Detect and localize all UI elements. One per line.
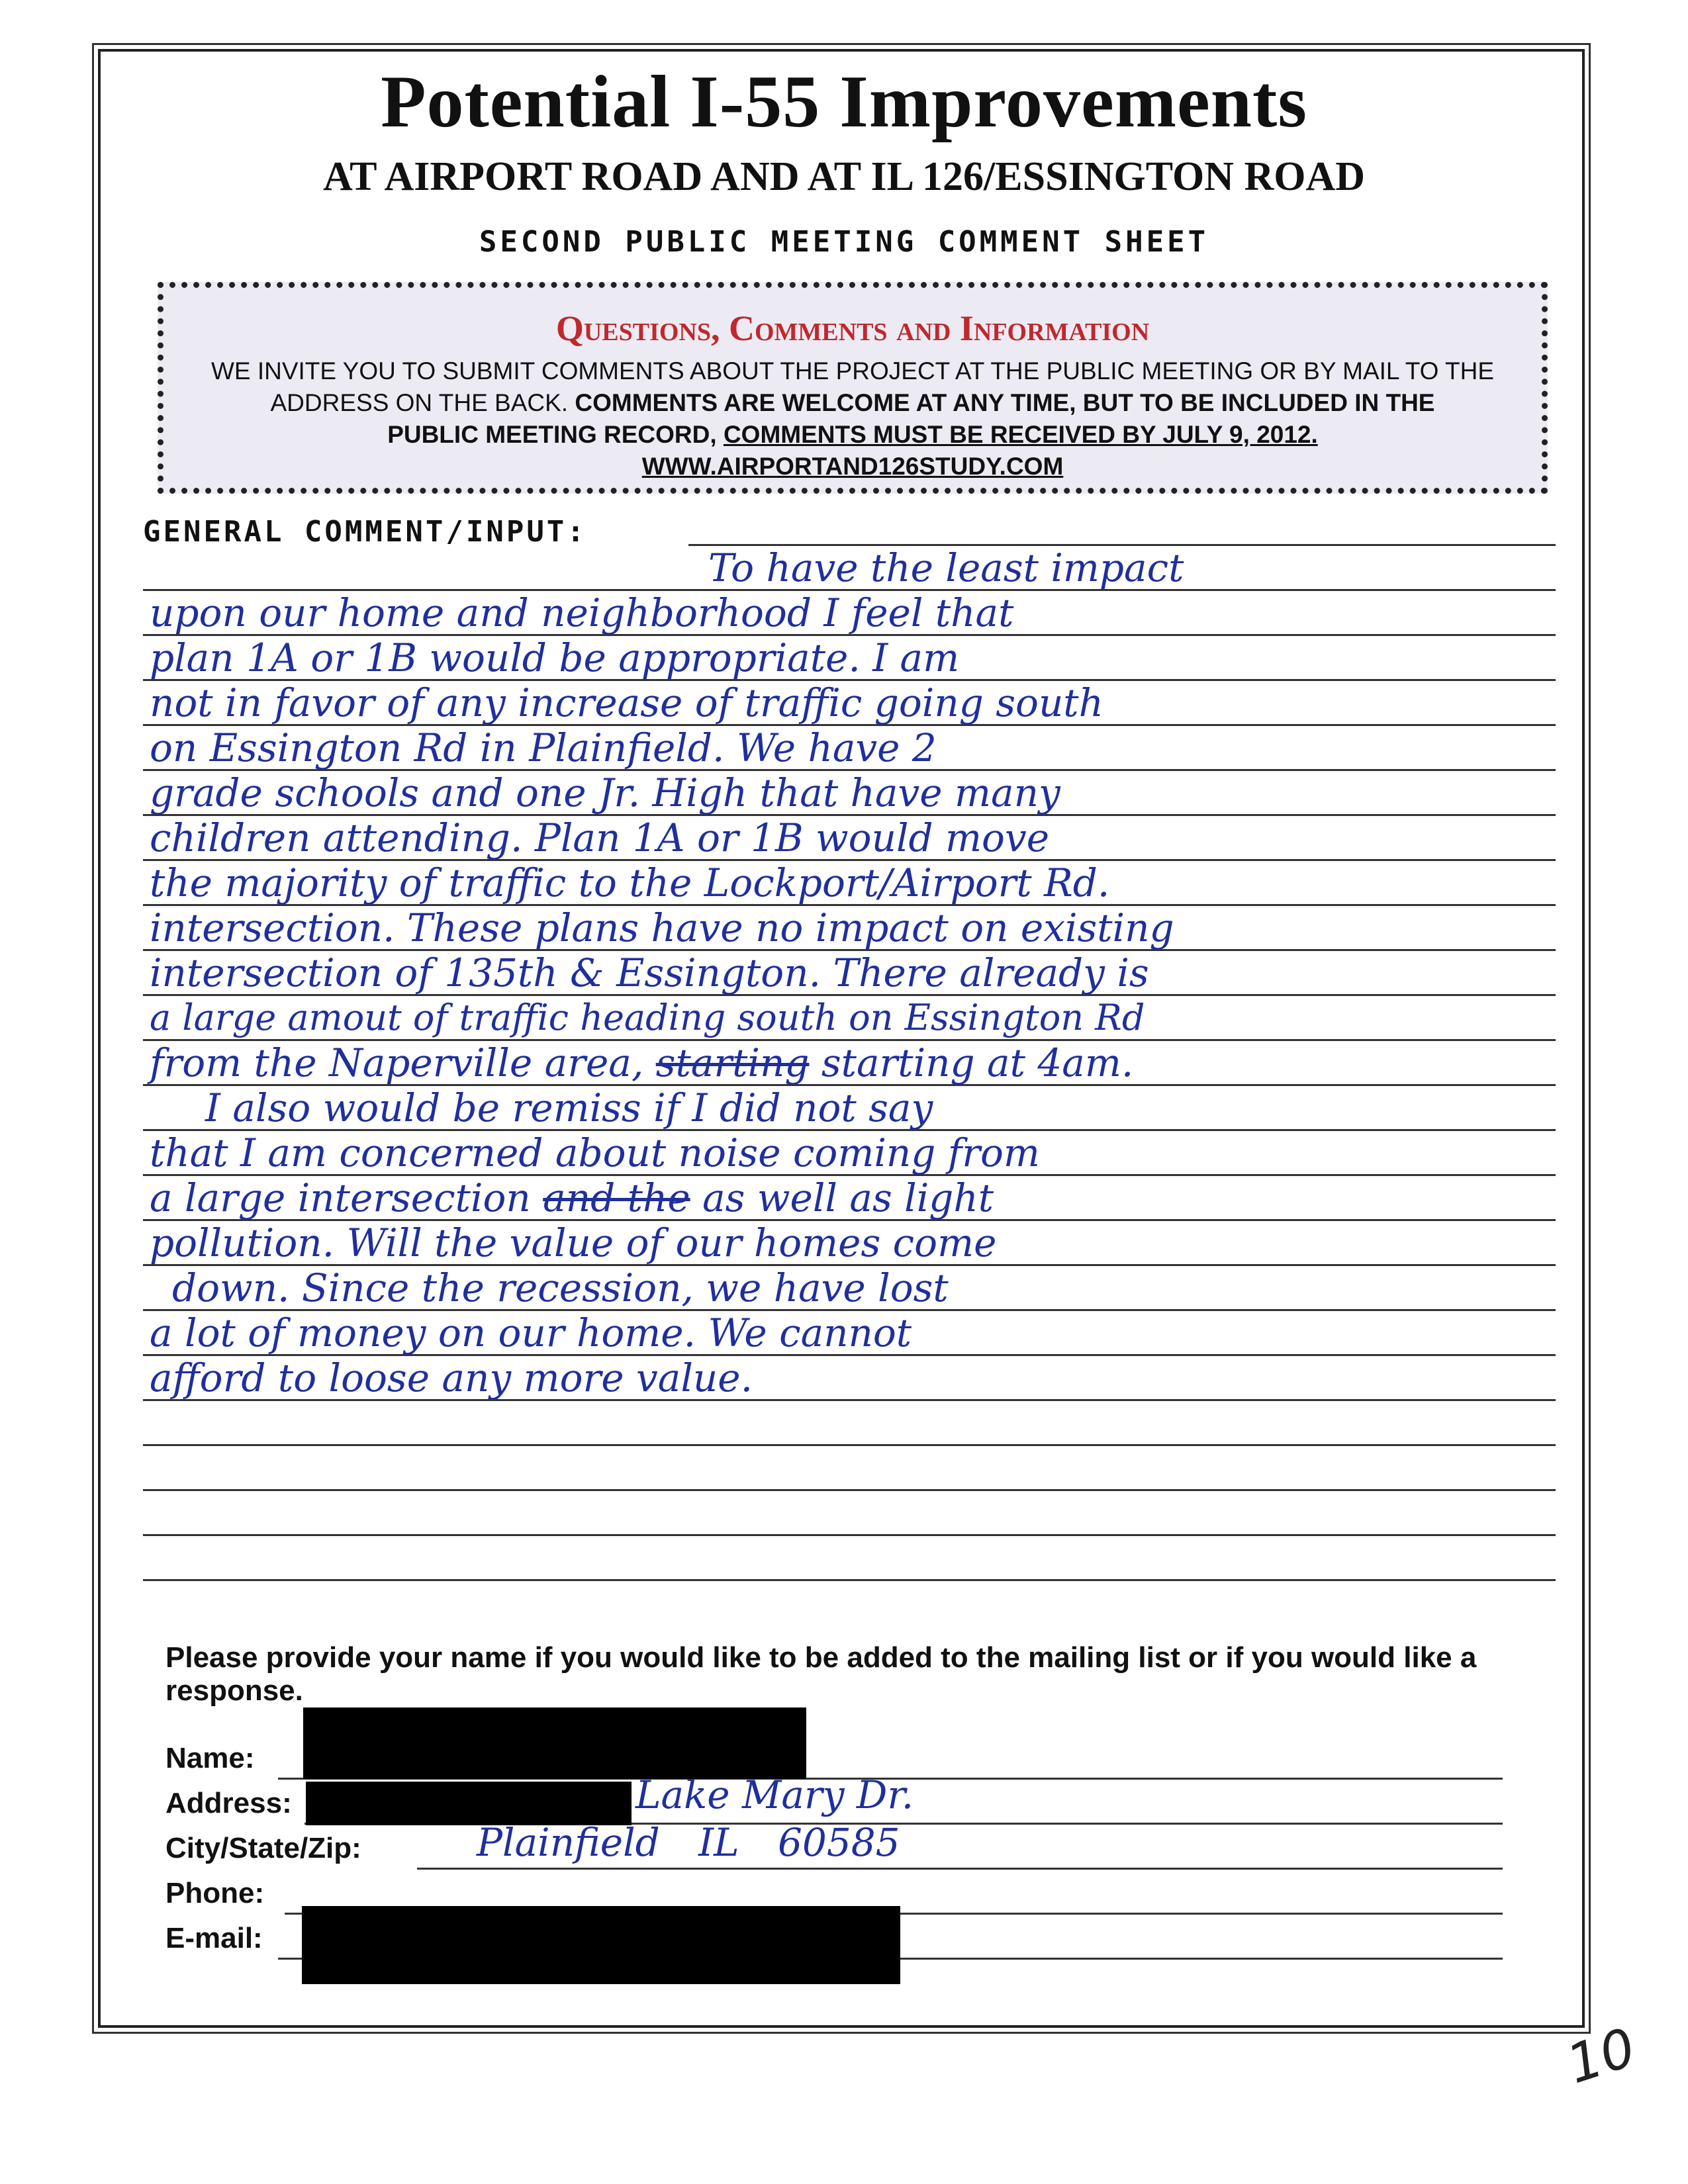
info-line-3 (203, 419, 1502, 451)
handwritten-fragment: a large intersection (150, 1175, 531, 1220)
handwritten-line: I also would be remiss if I did not say (205, 1085, 933, 1130)
struck-out-word: starting (655, 1040, 810, 1085)
handwritten-line: a lot of money on our home. We cannot (150, 1310, 912, 1355)
redaction-block (302, 1906, 900, 1984)
info-line-2-bold: COMMENTS ARE WELCOME AT ANY TIME, BUT TO BE INCLUDED IN THE (575, 389, 1435, 416)
comment-rule (143, 1489, 1556, 1491)
city-state-zip-value: Plainfield IL 60585 (477, 1820, 900, 1865)
phone-label: Phone: (165, 1877, 265, 1909)
comment-rule (143, 1444, 1556, 1446)
handwritten-line: grade schools and one Jr. High that have many (150, 770, 1060, 815)
city-state-zip-label: City/State/Zip: (165, 1832, 361, 1864)
handwritten-line: children attending. Plan 1A or 1B would move (150, 815, 1050, 860)
struck-out-word: and the (543, 1175, 690, 1220)
handwritten-line: a large amout of traffic heading south on Essington Rd (150, 997, 1145, 1038)
address-value: Lake Mary Dr. (635, 1772, 914, 1817)
handwritten-line: upon our home and neighborhood I feel that (150, 590, 1014, 635)
comment-rule (143, 1534, 1556, 1536)
address-label: Address: (165, 1787, 292, 1819)
redaction-block (303, 1707, 806, 1779)
info-heading: Questions, Comments and Information (555, 308, 1150, 348)
handwritten-line: the majority of traffic to the Lockport/Airport Rd. (150, 860, 1110, 905)
info-line-2 (203, 387, 1502, 419)
handwritten-line: that I am concerned about noise coming from (150, 1130, 1040, 1175)
general-comment-label: GENERAL COMMENT/INPUT: (143, 515, 587, 549)
handwritten-line (150, 1042, 1133, 1084)
handwritten-line: pollution. Will the value of our homes come (150, 1220, 997, 1265)
website-link[interactable]: WWW.AIRPORTAND126STUDY.COM (641, 453, 1064, 480)
handwritten-line: on Essington Rd in Plainfield. We have 2 (150, 725, 937, 770)
handwritten-fragment: starting at 4am. (821, 1040, 1134, 1085)
deadline-text: COMMENTS MUST BE RECEIVED BY JULY 9, 2012. (723, 421, 1318, 448)
comment-rule (143, 1579, 1556, 1581)
handwritten-line: intersection of 135th & Essington. There already is (150, 950, 1149, 995)
info-line-2-plain: ADDRESS ON THE BACK. (270, 389, 569, 416)
info-box (158, 282, 1548, 494)
name-label: Name: (165, 1742, 255, 1774)
page-subtitle: AT AIRPORT ROAD AND AT IL 126/ESSINGTON ROAD (322, 154, 1366, 199)
handwritten-line (150, 1177, 994, 1219)
info-line-1: WE INVITE YOU TO SUBMIT COMMENTS ABOUT THE PROJECT AT THE PUBLIC MEETING OR BY MAIL TO THE (211, 357, 1495, 385)
handwritten-line: afford to loose any more value. (150, 1355, 753, 1400)
page-title: Potential I-55 Improvements (381, 61, 1307, 143)
email-label: E-mail: (165, 1922, 263, 1954)
mailing-list-prompt: Please provide your name if you would like to be added to the mailing list or if you would like a response. (165, 1641, 1477, 1707)
handwritten-line: intersection. These plans have no impact on existing (150, 905, 1174, 950)
redaction-block (306, 1782, 632, 1825)
handwritten-fragment: as well as light (702, 1175, 994, 1220)
info-line-3-bold: PUBLIC MEETING RECORD, (387, 421, 717, 448)
info-text (203, 355, 1502, 482)
city-field-line[interactable] (417, 1868, 1503, 1870)
handwritten-line: plan 1A or 1B would be appropriate. I am (150, 635, 960, 680)
handwritten-line: down. Since the recession, we have lost (172, 1265, 949, 1310)
page-number: 10 (1560, 2016, 1643, 2096)
handwritten-line: To have the least impact (708, 545, 1184, 590)
handwritten-line: not in favor of any increase of traffic going south (150, 680, 1103, 725)
handwritten-fragment: from the Naperville area, (150, 1040, 644, 1085)
sheet-label: SECOND PUBLIC MEETING COMMENT SHEET (479, 225, 1209, 259)
